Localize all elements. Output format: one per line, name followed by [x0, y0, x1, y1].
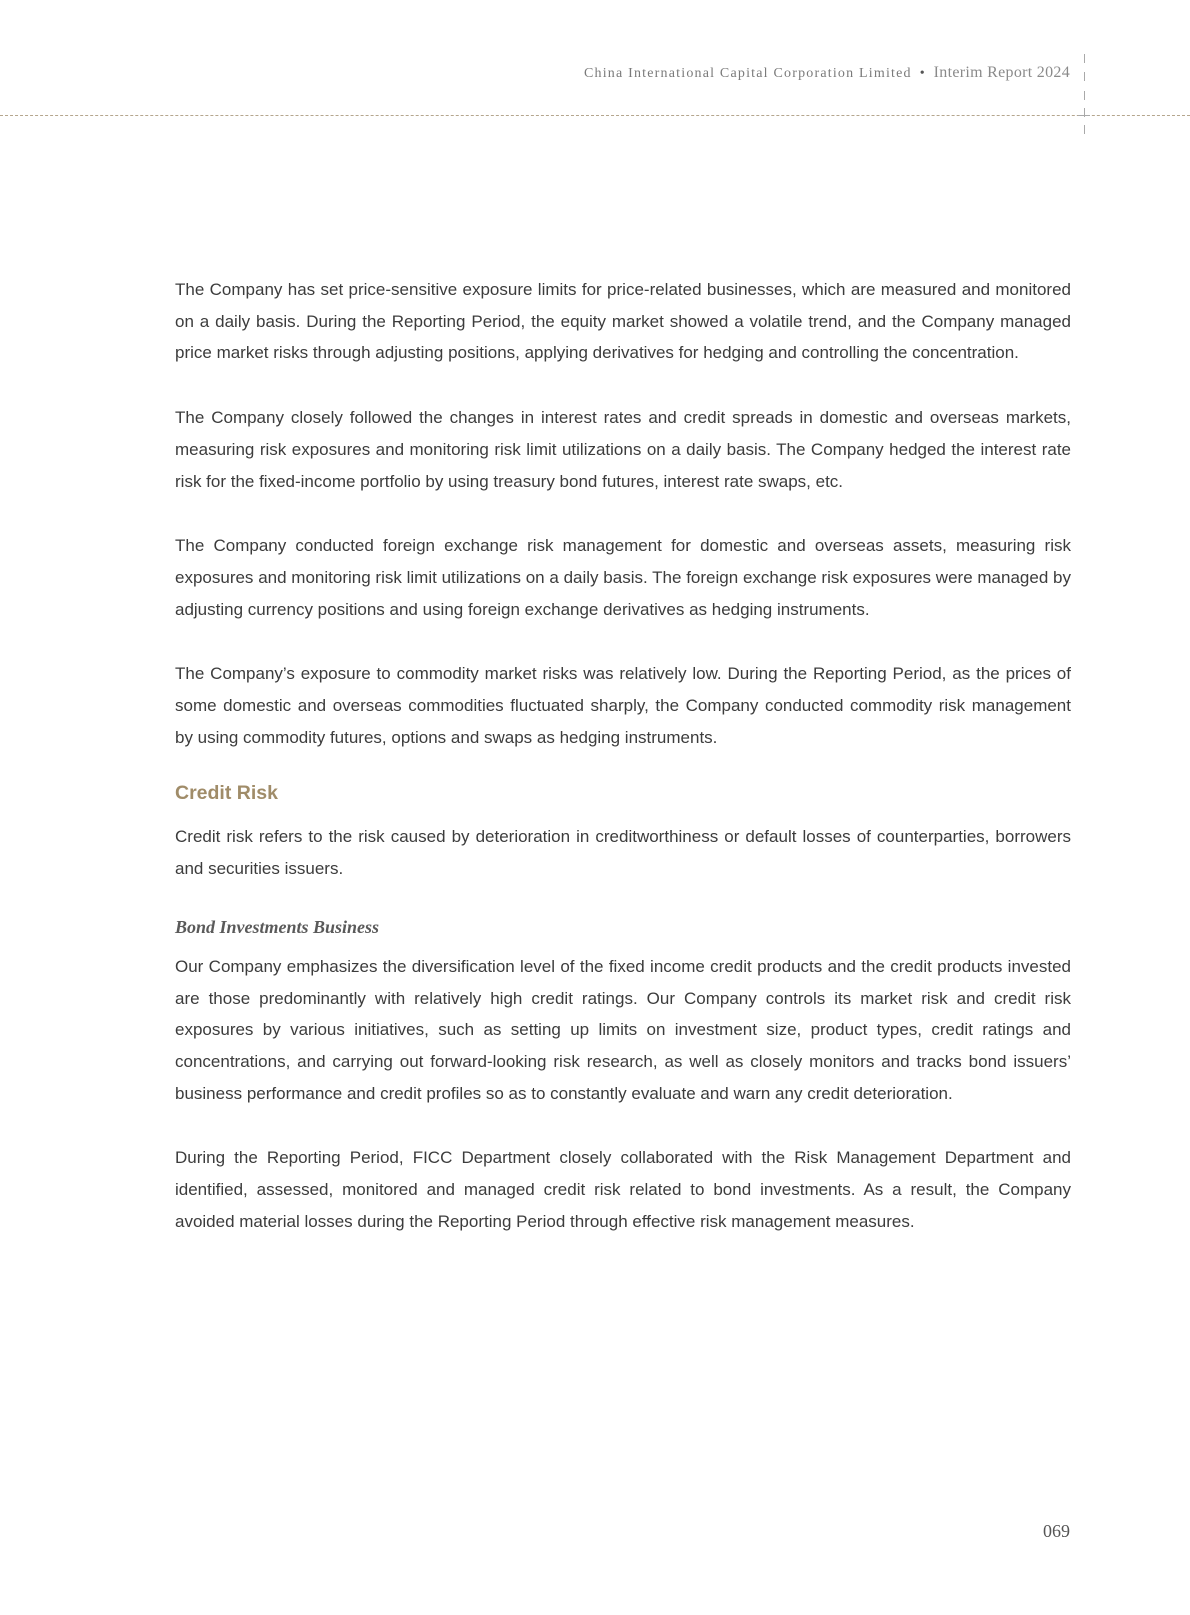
paragraph-price-risk: The Company has set price-sensitive exposure limits for price-related businesses, which are measured and monitored on a daily basis. During the Reporting Period, the equity market showed a volatile trend, and the Company managed price market risks through adjusting positions, applying derivatives for hedging and controlling the concentration.	[175, 280, 1071, 363]
page-number: 069	[1043, 1521, 1070, 1541]
paragraph-credit-risk-intro: Credit risk refers to the risk caused by deterioration in creditworthiness or default losses of counterparties, borrowers and securities issuers.	[175, 827, 1071, 879]
crop-mark-cross	[1078, 115, 1090, 116]
header-company-name: China International Capital Corporation Limited	[583, 66, 912, 81]
paragraph-fx-risk: The Company conducted foreign exchange risk management for domestic and overseas assets, measuring risk exposures and monitoring risk limit utilizations on a daily basis. The foreign exchange risk exposures were managed by adjusting currency positions and using foreign exchange derivatives as hedging instruments.	[175, 536, 1071, 619]
page-body	[175, 274, 1071, 1270]
header-bullet: •	[919, 66, 926, 81]
paragraph-ficc-collaboration: During the Reporting Period, FICC Department closely collaborated with the Risk Management Department and identified, assessed, monitored and managed credit risk related to bond investments. As a result, the Company avoided material losses during the Reporting Period through effective risk management measures.	[175, 1148, 1071, 1231]
crop-mark	[1084, 91, 1085, 100]
credit-risk-heading: Credit Risk	[175, 782, 278, 805]
paragraph-interest-rate-risk: The Company closely followed the changes in interest rates and credit spreads in domestic and overseas markets, measuring risk exposures and monitoring risk limit utilizations on a daily basis. The Company hedged the interest rate risk for the fixed-income portfolio by using treasury bond futures, interest rate swaps, etc.	[175, 408, 1071, 491]
paragraph-bond-diversification: Our Company emphasizes the diversification level of the fixed income credit products and the credit products invested are those predominantly with relatively high credit ratings. Our Company controls its market risk and credit risk exposures by various initiatives, such as setting up limits on investment size, product types, credit ratings and concentrations, and carrying out forward-looking risk research, as well as closely monitors and tracks bond issuers’ business performance and credit profiles so as to constantly evaluate and warn any credit deterioration.	[175, 956, 1071, 1103]
bond-investments-subheading: Bond Investments Business	[175, 916, 380, 937]
running-header	[584, 64, 1070, 82]
crop-mark	[1084, 54, 1085, 63]
crop-mark	[1084, 72, 1085, 81]
crop-mark	[1084, 125, 1085, 134]
header-divider	[0, 115, 1190, 116]
header-report-title: Interim Report 2024	[933, 64, 1070, 81]
paragraph-commodity-risk: The Company’s exposure to commodity market risks was relatively low. During the Reporting Period, as the prices of some domestic and overseas commodities fluctuated sharply, the Company conducted commodity risk management by using commodity futures, options and swaps as hedging instruments.	[175, 664, 1071, 747]
